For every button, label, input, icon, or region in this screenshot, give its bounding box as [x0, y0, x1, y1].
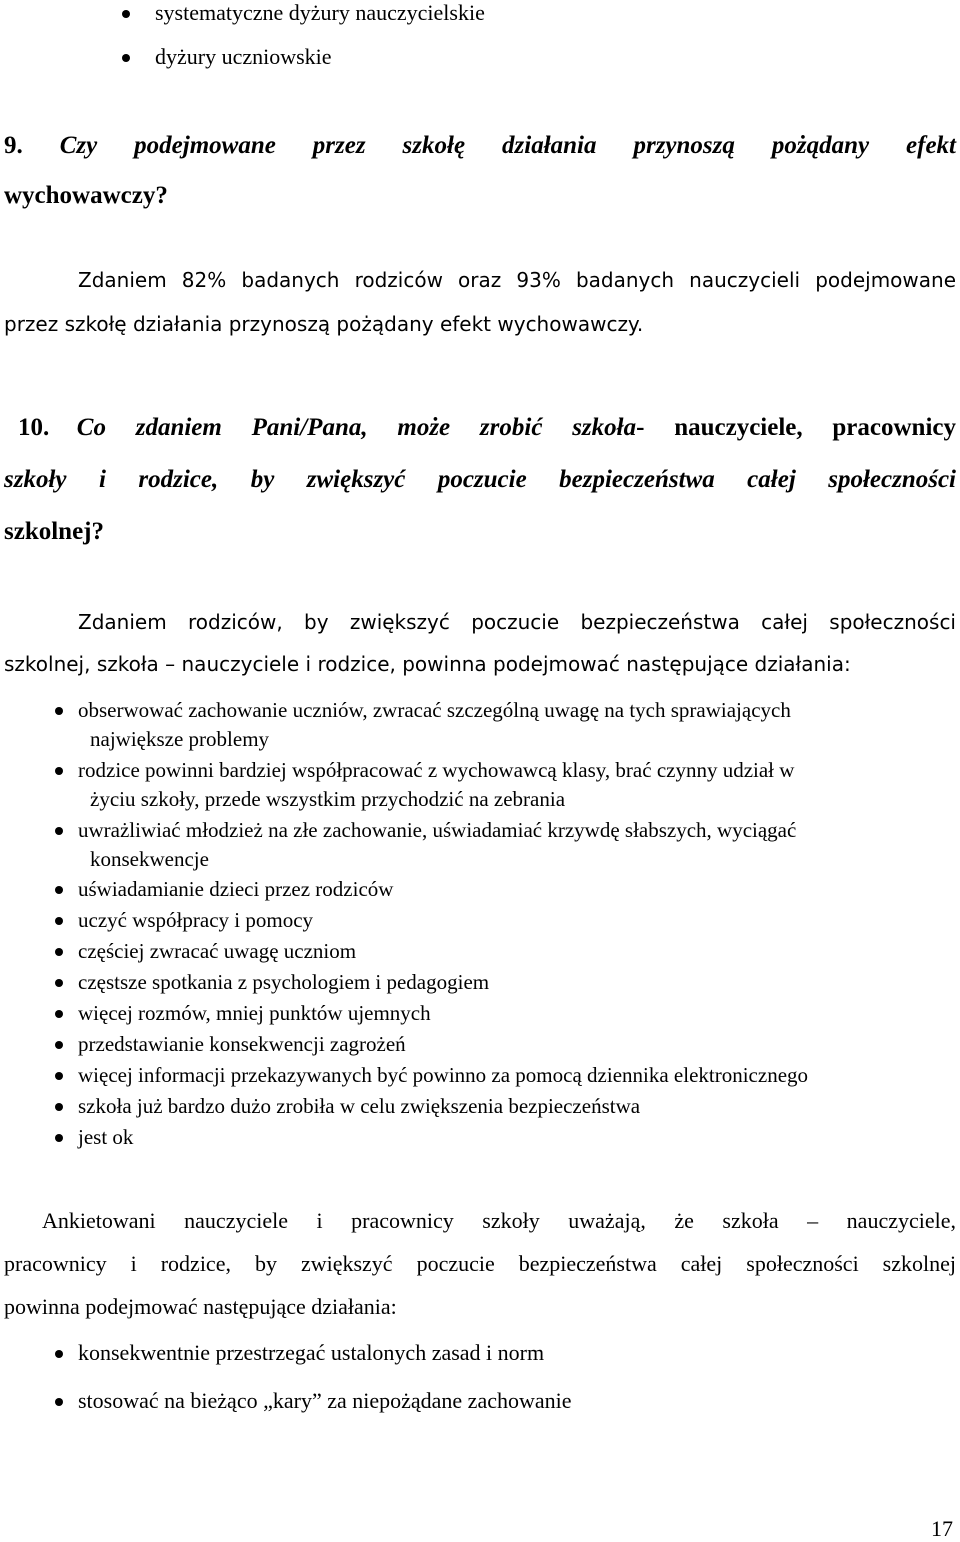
bullet-dot [55, 707, 63, 715]
teachers-intro-line3: powinna podejmować następujące działania: [4, 1294, 397, 1319]
list-item: dyżury uczniowskie [155, 44, 332, 69]
list-item: rodzice powinni bardziej współpracować z wychowawcą klasy, brać czynny udział w [78, 758, 795, 782]
bullet-dot [55, 1103, 63, 1111]
answer-9-line1: Zdaniem 82% badanych rodziców oraz 93% badanych nauczycieli podejmowane [78, 268, 956, 292]
bullet-dot [122, 10, 130, 18]
bullet-dot [55, 979, 63, 987]
list-item: więcej informacji przekazywanych być powinno za pomocą dziennika elektronicznego [78, 1063, 809, 1087]
question-10-line3: szkolnej? [4, 518, 104, 545]
question-10-line2: szkoły i rodzice, by zwiększyć poczucie bezpieczeństwa całej społeczności [4, 466, 956, 493]
parents-intro-line2: szkolnej, szkoła – nauczyciele i rodzice, powinna podejmować następujące działania: [4, 652, 851, 676]
list-item: więcej rozmów, mniej punktów ujemnych [78, 1001, 431, 1025]
question-9-line1: 9. Czy podejmowane przez szkołę działania przynoszą pożądany efekt [4, 132, 956, 159]
list-item: systematyczne dyżury nauczycielskie [155, 0, 485, 25]
bullet-dot [55, 948, 63, 956]
list-item: uświadamianie dzieci przez rodziców [78, 877, 394, 901]
bullet-dot [55, 1134, 63, 1142]
list-item: częstsze spotkania z psychologiem i pedagogiem [78, 970, 490, 994]
list-item: jest ok [78, 1125, 134, 1149]
question-9-line2: wychowawczy? [4, 182, 168, 209]
list-item: uczyć współpracy i pomocy [78, 908, 314, 932]
list-item-continuation: konsekwencje [90, 847, 209, 871]
question-number: 10. [18, 414, 50, 441]
list-item: szkoła już bardzo dużo zrobiła w celu zwiększenia bezpieczeństwa [78, 1094, 641, 1118]
answer-9-line2: przez szkołę działania przynoszą pożądany efekt wychowawczy. [4, 312, 644, 336]
list-item: częściej zwracać uwagę uczniom [78, 939, 357, 963]
list-item: stosować na bieżąco „kary” za niepożądane zachowanie [78, 1388, 572, 1413]
list-item: uwrażliwiać młodzież na złe zachowanie, uświadamiać krzywdę słabszych, wyciągać [78, 818, 797, 842]
list-item-continuation: życiu szkoły, przede wszystkim przychodzić na zebrania [90, 787, 566, 811]
bullet-dot [55, 886, 63, 894]
bullet-dot [122, 54, 130, 62]
list-item: konsekwentnie przestrzegać ustalonych zasad i norm [78, 1340, 545, 1365]
bullet-dot [55, 1041, 63, 1049]
parents-intro-line1: Zdaniem rodziców, by zwiększyć poczucie bezpieczeństwa całej społeczności [78, 610, 956, 634]
bullet-dot [55, 1010, 63, 1018]
list-item: obserwować zachowanie uczniów, zwracać szczególną uwagę na tych sprawiających [78, 698, 791, 722]
question-10-line1: 10. Co zdaniem Pani/Pana, może zrobić szkoła- nauczyciele, pracownicy [18, 414, 957, 441]
bullet-dot [55, 1398, 63, 1406]
list-item: przedstawianie konsekwencji zagrożeń [78, 1032, 406, 1056]
page-number: 17 [931, 1516, 953, 1541]
bullet-dot [55, 1072, 63, 1080]
teachers-intro-line2: pracownicy i rodzice, by zwiększyć poczucie bezpieczeństwa całej społeczności szkolnej [4, 1251, 956, 1276]
bullet-dot [55, 917, 63, 925]
list-item-continuation: największe problemy [90, 727, 270, 751]
bullet-dot [55, 1350, 63, 1358]
teachers-intro-line1: Ankietowani nauczyciele i pracownicy szkoły uważają, że szkoła – nauczyciele, [42, 1208, 956, 1233]
bullet-dot [55, 827, 63, 835]
bullet-dot [55, 767, 63, 775]
question-number: 9. [4, 132, 23, 159]
